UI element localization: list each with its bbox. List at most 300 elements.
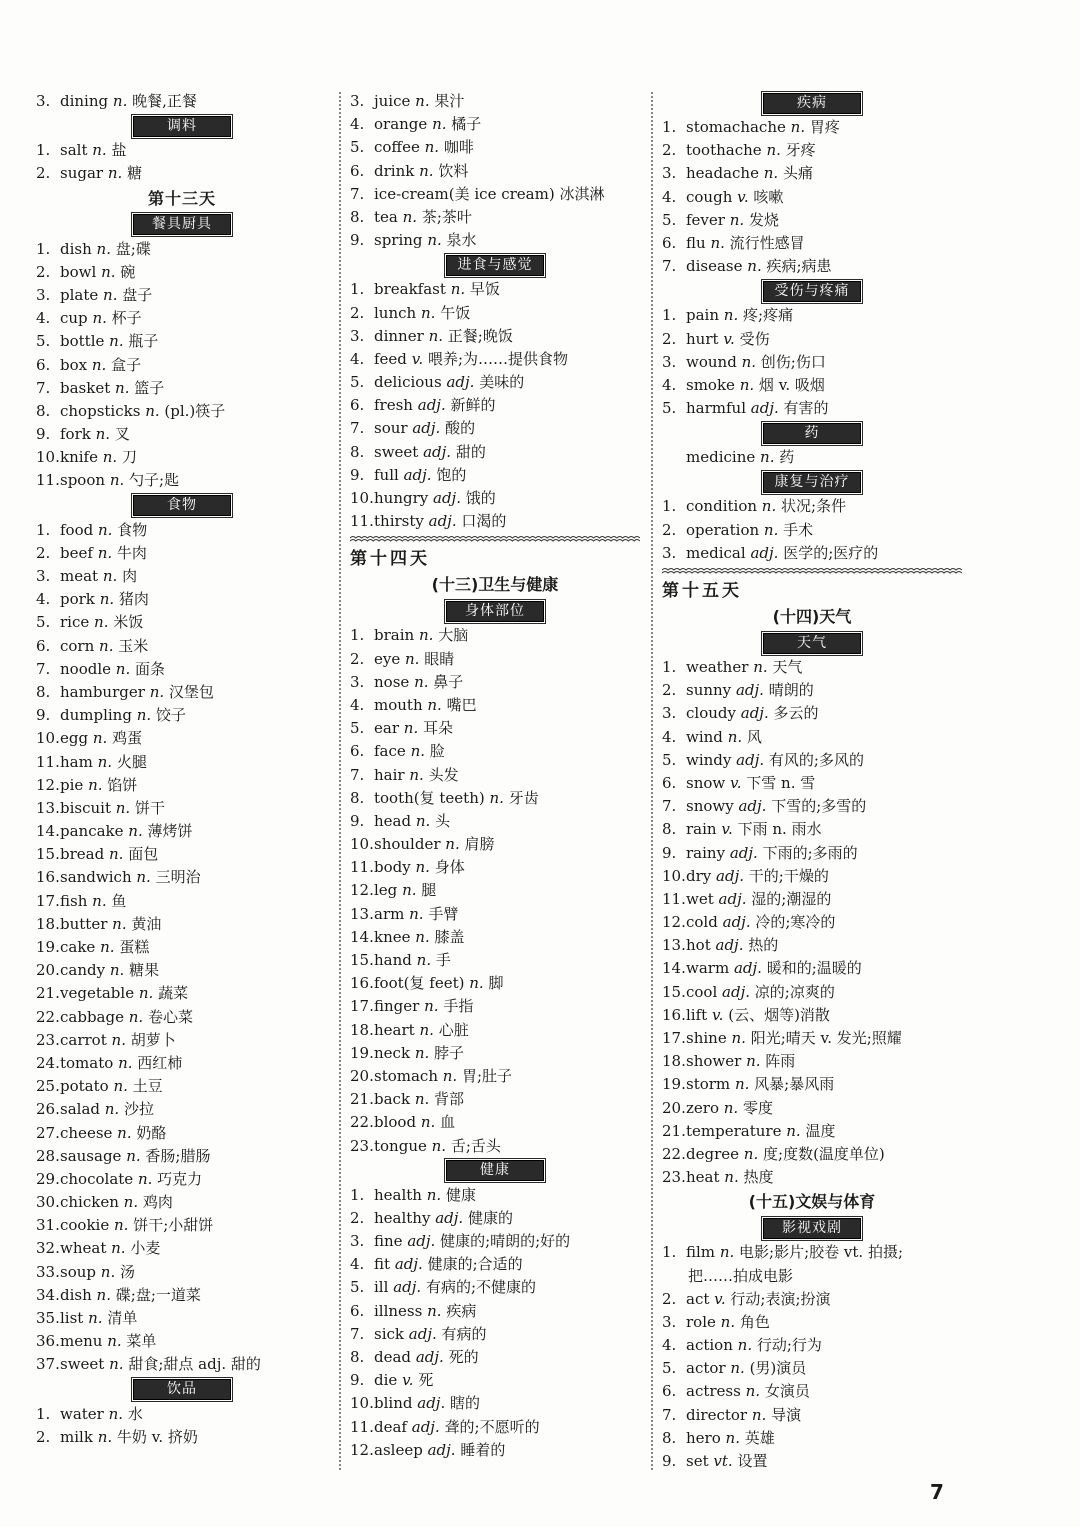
entry-part-of-speech: n. xyxy=(95,425,111,444)
entry-meaning: 西红柿 xyxy=(137,1053,183,1072)
entry-part-of-speech: n. xyxy=(109,332,124,351)
entry-word: tomato xyxy=(60,1053,114,1072)
entry-meaning: 晴朗的 xyxy=(768,681,814,700)
vocab-entry xyxy=(662,116,962,139)
entry-part-of-speech: n. xyxy=(431,1136,447,1155)
entry-word: harmful xyxy=(686,399,747,418)
entry-part-of-speech: n. xyxy=(420,1113,436,1132)
entry-number: 19. xyxy=(350,1043,374,1062)
entry-number: 7. xyxy=(662,257,677,276)
entry-part-of-speech: n. xyxy=(415,811,431,830)
entry-word: bowl xyxy=(60,262,97,281)
entry-meaning: 火腿 xyxy=(116,752,147,771)
vocab-entry xyxy=(662,911,962,934)
entry-word: operation xyxy=(686,520,760,539)
entry-word: heat xyxy=(686,1168,720,1187)
entry-meaning: 盒子 xyxy=(111,355,142,374)
entry-number: 16. xyxy=(36,868,60,887)
entry-number: 7. xyxy=(662,797,677,816)
entry-part-of-speech: n. xyxy=(136,706,152,725)
entry-part-of-speech: n. xyxy=(102,448,118,467)
vocab-entry xyxy=(350,1042,640,1065)
entry-number: 1. xyxy=(662,1243,677,1262)
vocab-entry xyxy=(36,1075,328,1098)
entry-meaning: 勺子;匙 xyxy=(129,471,180,490)
entry-word: sour xyxy=(374,419,408,438)
entry-part-of-speech: v. xyxy=(723,329,735,348)
entry-meaning: 冷的;寒冷的 xyxy=(755,913,836,932)
entry-part-of-speech: n. xyxy=(107,1332,122,1351)
entry-word: fine xyxy=(374,1232,403,1251)
entry-number: 7. xyxy=(350,765,365,784)
entry-number: 5. xyxy=(662,399,677,418)
entry-number: 23. xyxy=(350,1136,374,1155)
category-heading xyxy=(350,598,640,624)
vocab-entry xyxy=(36,1307,328,1330)
entry-part-of-speech: vt. xyxy=(713,1452,733,1470)
entry-meaning: 饮料 xyxy=(438,161,469,180)
category-heading-label: 受伤与疼痛 xyxy=(763,281,861,302)
entry-meaning: 度;度数(温度单位) xyxy=(763,1144,885,1163)
entry-number: 34. xyxy=(36,1285,60,1304)
entry-number: 7. xyxy=(36,378,51,397)
entry-word: dinner xyxy=(374,326,424,345)
entry-number: 4. xyxy=(662,1336,677,1355)
entry-meaning: 卷心菜 xyxy=(147,1007,193,1026)
wavy-divider xyxy=(662,567,962,575)
entry-part-of-speech: n. xyxy=(739,375,755,394)
entry-word: chopsticks xyxy=(60,401,141,420)
entry-meaning: 头 xyxy=(435,811,451,830)
entry-word: fresh xyxy=(374,396,413,415)
entry-word: meat xyxy=(60,567,99,585)
entry-part-of-speech: n. xyxy=(414,1090,430,1109)
entry-number: 2. xyxy=(350,649,365,668)
entry-word: tongue xyxy=(374,1136,427,1155)
entry-word: flu xyxy=(686,233,706,252)
entry-part-of-speech: adj. xyxy=(733,959,762,978)
entry-word: soup xyxy=(60,1262,96,1281)
entry-number: 10. xyxy=(36,729,60,748)
entry-part-of-speech: n. xyxy=(424,138,440,157)
entry-number: 18. xyxy=(36,914,60,933)
entry-word: shine xyxy=(686,1029,727,1047)
vocab-entry xyxy=(662,162,962,185)
entry-part-of-speech: n. xyxy=(747,257,762,276)
entry-part-of-speech: n. xyxy=(117,1123,132,1142)
entry-number: 2. xyxy=(350,1208,365,1227)
vocab-entry xyxy=(350,1253,640,1276)
entry-meaning: 健康 xyxy=(445,1185,476,1204)
entry-part-of-speech: n. xyxy=(402,207,418,226)
entry-number: 36. xyxy=(36,1332,60,1351)
entry-word: cake xyxy=(60,938,96,956)
entry-word: lunch xyxy=(374,303,417,322)
entry-part-of-speech: n. xyxy=(710,233,725,252)
entry-word: wet xyxy=(686,889,714,908)
entry-word: ice-cream(美 ice cream) xyxy=(374,184,555,203)
category-heading xyxy=(662,278,962,304)
entry-meaning: 凉的;凉爽的 xyxy=(754,982,835,1001)
entry-word: illness xyxy=(374,1301,423,1320)
vocab-entry xyxy=(662,818,962,841)
column-2 xyxy=(350,90,640,1462)
entry-number: 20. xyxy=(36,961,60,980)
entry-number: 7. xyxy=(36,659,51,678)
category-heading xyxy=(662,420,962,446)
entry-part-of-speech: n. xyxy=(442,1066,458,1085)
entry-meaning: 角色 xyxy=(739,1312,770,1331)
entry-meaning: 正餐;晚饭 xyxy=(447,326,513,345)
entry-part-of-speech: adj. xyxy=(427,1440,456,1459)
entry-number: 18. xyxy=(662,1052,686,1071)
entry-part-of-speech: n. xyxy=(113,1077,128,1096)
entry-meaning: 蔬菜 xyxy=(158,984,189,1003)
entry-meaning: 暖和的;温暖的 xyxy=(766,959,862,978)
entry-part-of-speech: n. xyxy=(97,1427,113,1446)
entry-part-of-speech: v. xyxy=(737,187,749,206)
entry-number: 7. xyxy=(350,1324,365,1343)
entry-number: 18. xyxy=(350,1020,374,1039)
entry-part-of-speech: n. xyxy=(145,401,160,420)
entry-meaning: 手臂 xyxy=(428,904,459,923)
entry-meaning: 有风的;多风的 xyxy=(768,750,864,769)
entry-word: knee xyxy=(374,927,411,946)
vocab-entry xyxy=(36,959,328,982)
entry-part-of-speech: n. xyxy=(88,1309,103,1327)
entry-number: 3. xyxy=(350,92,365,110)
entry-part-of-speech: adj. xyxy=(729,843,758,862)
entry-meaning: 睡着的 xyxy=(460,1440,506,1459)
entry-number: 10. xyxy=(350,489,374,507)
entry-word: zero xyxy=(686,1098,719,1117)
entry-word: film xyxy=(686,1243,716,1262)
entry-number: 12. xyxy=(350,1440,374,1459)
entry-part-of-speech: n. xyxy=(100,938,115,956)
entry-part-of-speech: n. xyxy=(103,285,118,304)
vocab-entry xyxy=(36,1006,328,1029)
entry-meaning: 叉 xyxy=(114,425,130,444)
entry-part-of-speech: adj. xyxy=(718,889,747,908)
vocab-entry xyxy=(662,1380,962,1403)
entry-part-of-speech: n. xyxy=(112,92,128,110)
entry-word: bottle xyxy=(60,332,105,351)
entry-word: cool xyxy=(686,982,718,1001)
entry-meaning: 女演员 xyxy=(764,1382,810,1401)
entry-part-of-speech: n. xyxy=(420,303,436,322)
vocab-entry xyxy=(350,278,640,301)
category-heading-label: 食物 xyxy=(133,495,231,516)
entry-part-of-speech: n. xyxy=(790,118,806,136)
entry-word: stomachache xyxy=(686,118,786,136)
entry-number: 9. xyxy=(662,843,677,862)
entry-word: shower xyxy=(686,1052,742,1071)
vocab-entry xyxy=(662,1404,962,1427)
vocab-entry xyxy=(36,797,328,820)
entry-word: mouth xyxy=(374,695,423,714)
entry-word: cabbage xyxy=(60,1007,124,1026)
entry-part-of-speech: adj. xyxy=(408,1324,437,1343)
entry-part-of-speech: n. xyxy=(111,1030,126,1049)
vocab-entry xyxy=(662,865,962,888)
page-number: 7 xyxy=(930,1480,944,1504)
entry-part-of-speech: n. xyxy=(720,1312,736,1331)
entry-part-of-speech: n. xyxy=(731,1029,746,1047)
entry-part-of-speech: n. xyxy=(115,378,130,397)
entry-number: 4. xyxy=(350,115,365,134)
entry-part-of-speech: adj. xyxy=(417,396,446,415)
vocab-entry xyxy=(350,1065,640,1088)
entry-meaning: 肉 xyxy=(122,567,138,585)
vocab-entry xyxy=(662,1073,962,1096)
entry-part-of-speech: n. xyxy=(729,210,745,229)
vocab-entry xyxy=(350,1135,640,1158)
entry-number: 13. xyxy=(662,936,686,955)
entry-number: 11. xyxy=(36,471,60,490)
entry-meaning: 菜单 xyxy=(126,1332,157,1351)
entry-word: healthy xyxy=(374,1208,431,1227)
entry-meaning: 篮子 xyxy=(134,378,165,397)
entry-word: smoke xyxy=(686,375,735,394)
entry-word: spoon xyxy=(60,471,106,490)
entry-number: 3. xyxy=(36,92,51,110)
entry-number: 26. xyxy=(36,1100,60,1119)
entry-word: dish xyxy=(60,1285,92,1304)
vocab-entry xyxy=(36,1261,328,1284)
entry-number: 4. xyxy=(350,695,365,714)
category-heading-label: 健康 xyxy=(446,1160,544,1181)
entry-word: potato xyxy=(60,1077,109,1096)
entry-number: 25. xyxy=(36,1077,60,1096)
entry-number: 8. xyxy=(350,1348,365,1366)
entry-meaning: 美味的 xyxy=(479,373,525,392)
entry-meaning: 瞎的 xyxy=(450,1394,481,1413)
entry-part-of-speech: n. xyxy=(428,326,443,345)
category-heading xyxy=(350,1158,640,1184)
entry-meaning: 风 xyxy=(746,727,762,746)
entry-meaning: 牛肉 xyxy=(116,543,147,562)
entry-number: 2. xyxy=(36,164,51,183)
entry-meaning: 橘子 xyxy=(451,115,482,134)
entry-meaning: (男)演员 xyxy=(749,1359,807,1378)
entry-number: 5. xyxy=(662,1359,677,1378)
entry-word: coffee xyxy=(374,138,420,157)
entry-part-of-speech: n. xyxy=(138,984,154,1003)
entry-part-of-speech: v. xyxy=(411,349,424,368)
category-heading-label: 药 xyxy=(763,423,861,444)
entry-meaning: 背部 xyxy=(434,1090,465,1109)
entry-number: 2. xyxy=(36,262,51,281)
entry-meaning: 聋的;不愿听的 xyxy=(444,1417,540,1436)
entry-word: fit xyxy=(374,1255,391,1274)
entry-meaning: 健康的 xyxy=(467,1208,513,1227)
entry-number: 3. xyxy=(36,567,51,585)
entry-number: 7. xyxy=(662,1405,677,1424)
entry-number: 19. xyxy=(662,1075,686,1094)
entry-word: hot xyxy=(686,936,711,955)
vocab-entry xyxy=(662,1241,962,1264)
entry-meaning: 热的 xyxy=(748,936,779,955)
entry-meaning: 泉水 xyxy=(446,231,477,250)
entry-meaning: 瓶子 xyxy=(128,332,159,351)
wavy-line xyxy=(350,535,640,543)
entry-meaning: 鸡蛋 xyxy=(112,729,143,748)
vocab-entry xyxy=(36,90,328,113)
entry-part-of-speech: n. xyxy=(112,914,127,933)
entry-number: 12. xyxy=(350,881,374,900)
entry-part-of-speech: n. xyxy=(766,141,781,160)
entry-meaning: 甜食;甜点 adj. 甜的 xyxy=(128,1355,261,1374)
vocab-entry xyxy=(350,972,640,995)
entry-word: nose xyxy=(374,672,410,691)
entry-meaning: 有害的 xyxy=(783,399,829,418)
entry-meaning: 果汁 xyxy=(434,92,465,110)
entry-word: tooth(复 teeth) xyxy=(374,788,485,807)
entry-part-of-speech: n. xyxy=(115,659,131,678)
vocab-entry xyxy=(350,1323,640,1346)
entry-number: 8. xyxy=(36,401,51,420)
entry-part-of-speech: n. xyxy=(746,1052,761,1071)
entry-meaning: 嘴巴 xyxy=(446,695,477,714)
vocab-entry xyxy=(350,113,640,136)
entry-number: 3. xyxy=(662,164,677,183)
entry-part-of-speech: v. xyxy=(721,820,733,839)
column-divider xyxy=(339,92,341,1470)
entry-meaning: 鱼 xyxy=(111,891,127,910)
entry-number: 20. xyxy=(350,1066,374,1085)
vocab-entry xyxy=(36,1168,328,1191)
entry-meaning: 胃;肚子 xyxy=(461,1066,513,1085)
entry-meaning: 手术 xyxy=(783,520,814,539)
vocab-entry xyxy=(350,624,640,647)
vocab-entry xyxy=(350,394,640,417)
entry-meaning: 膝盖 xyxy=(434,927,465,946)
entry-part-of-speech: n. xyxy=(737,1336,753,1355)
vocab-entry xyxy=(662,351,962,374)
entry-number: 14. xyxy=(662,959,686,978)
entry-number: 8. xyxy=(350,788,365,807)
category-heading xyxy=(350,252,640,278)
vocab-entry xyxy=(36,843,328,866)
entry-number: 24. xyxy=(36,1053,60,1072)
entry-word: headache xyxy=(686,164,759,183)
entry-meaning: 茶;茶叶 xyxy=(421,207,472,226)
vocab-entry xyxy=(36,1403,328,1426)
entry-number: 1. xyxy=(36,520,51,539)
entry-number: 13. xyxy=(36,798,60,817)
entry-part-of-speech: n. xyxy=(92,729,108,748)
entry-word: sugar xyxy=(60,164,104,183)
category-heading xyxy=(36,212,328,238)
entry-word: butter xyxy=(60,914,108,933)
entry-number: 2. xyxy=(662,329,677,348)
entry-part-of-speech: n. xyxy=(88,775,103,794)
category-heading xyxy=(36,493,328,519)
vocab-entry xyxy=(350,487,640,510)
entry-word: pain xyxy=(686,306,720,325)
entry-part-of-speech: n. xyxy=(419,161,434,180)
entry-number: 6. xyxy=(662,1382,677,1401)
vocab-entry xyxy=(350,1230,640,1253)
entry-meaning: 晚餐,正餐 xyxy=(132,92,197,110)
entry-part-of-speech: v. xyxy=(402,1371,414,1390)
vocab-entry xyxy=(36,446,328,469)
entry-meaning: 舌;舌头 xyxy=(450,1136,501,1155)
wavy-divider xyxy=(350,535,640,543)
entry-meaning: 天气 xyxy=(772,658,803,676)
vocab-entry xyxy=(662,1004,962,1027)
category-heading xyxy=(36,113,328,139)
entry-word: asleep xyxy=(374,1440,423,1459)
entry-part-of-speech: n. xyxy=(415,92,430,110)
entry-word: role xyxy=(686,1312,716,1331)
entry-number: 21. xyxy=(36,984,60,1003)
entry-word: juice xyxy=(374,92,411,110)
entry-word: list xyxy=(60,1309,84,1327)
vocab-entry xyxy=(36,542,328,565)
entry-number: 9. xyxy=(350,1371,365,1390)
vocab-entry xyxy=(662,1450,962,1473)
entry-meaning: 糖果 xyxy=(129,961,160,980)
entry-number: 12. xyxy=(36,775,60,794)
entry-part-of-speech: n. xyxy=(149,682,165,701)
entry-word: cough xyxy=(686,187,733,206)
entry-word: sick xyxy=(374,1324,404,1343)
entry-word: sunny xyxy=(686,681,732,700)
entry-part-of-speech: n. xyxy=(724,1168,739,1187)
entry-number: 6. xyxy=(662,233,677,252)
entry-word: sandwich xyxy=(60,868,132,887)
entry-word: toothache xyxy=(686,141,762,160)
entry-meaning: 发烧 xyxy=(748,210,779,229)
vocab-entry xyxy=(36,658,328,681)
entry-word: thirsty xyxy=(374,512,424,531)
entry-word: leg xyxy=(374,881,398,900)
entry-number: 4. xyxy=(350,1255,365,1274)
entry-meaning: 面包 xyxy=(128,845,159,864)
vocab-entry xyxy=(662,795,962,818)
vocab-entry xyxy=(36,1191,328,1214)
entry-meaning: 盘子 xyxy=(122,285,153,304)
entry-number: 37. xyxy=(36,1355,60,1374)
entry-number: 6. xyxy=(350,1301,365,1320)
entry-word: carrot xyxy=(60,1030,107,1049)
entry-word: set xyxy=(686,1452,709,1470)
entry-meaning: 三明治 xyxy=(155,868,201,887)
entry-meaning: 喂养;为……提供食物 xyxy=(427,349,569,368)
vocab-entry xyxy=(36,982,328,1005)
vocab-entry xyxy=(36,1426,328,1449)
entry-number: 14. xyxy=(350,927,374,946)
entry-meaning: 阵雨 xyxy=(765,1052,796,1071)
entry-meaning: 多云的 xyxy=(773,704,819,723)
entry-word: dry xyxy=(686,866,712,885)
vocab-entry xyxy=(36,913,328,936)
entry-number: 11. xyxy=(36,752,60,771)
entry-meaning: 汉堡包 xyxy=(168,682,214,701)
entry-word: health xyxy=(374,1185,422,1204)
entry-word: spring xyxy=(374,231,423,250)
entry-part-of-speech: adj. xyxy=(750,543,779,562)
vocab-entry xyxy=(350,648,640,671)
entry-part-of-speech: adj. xyxy=(735,681,764,700)
entry-number: 1. xyxy=(662,497,677,516)
vocab-entry xyxy=(662,934,962,957)
day-heading: 第十四天 xyxy=(350,549,430,570)
entry-part-of-speech: n. xyxy=(753,658,768,676)
vocab-entry xyxy=(350,671,640,694)
vocab-entry xyxy=(662,842,962,865)
